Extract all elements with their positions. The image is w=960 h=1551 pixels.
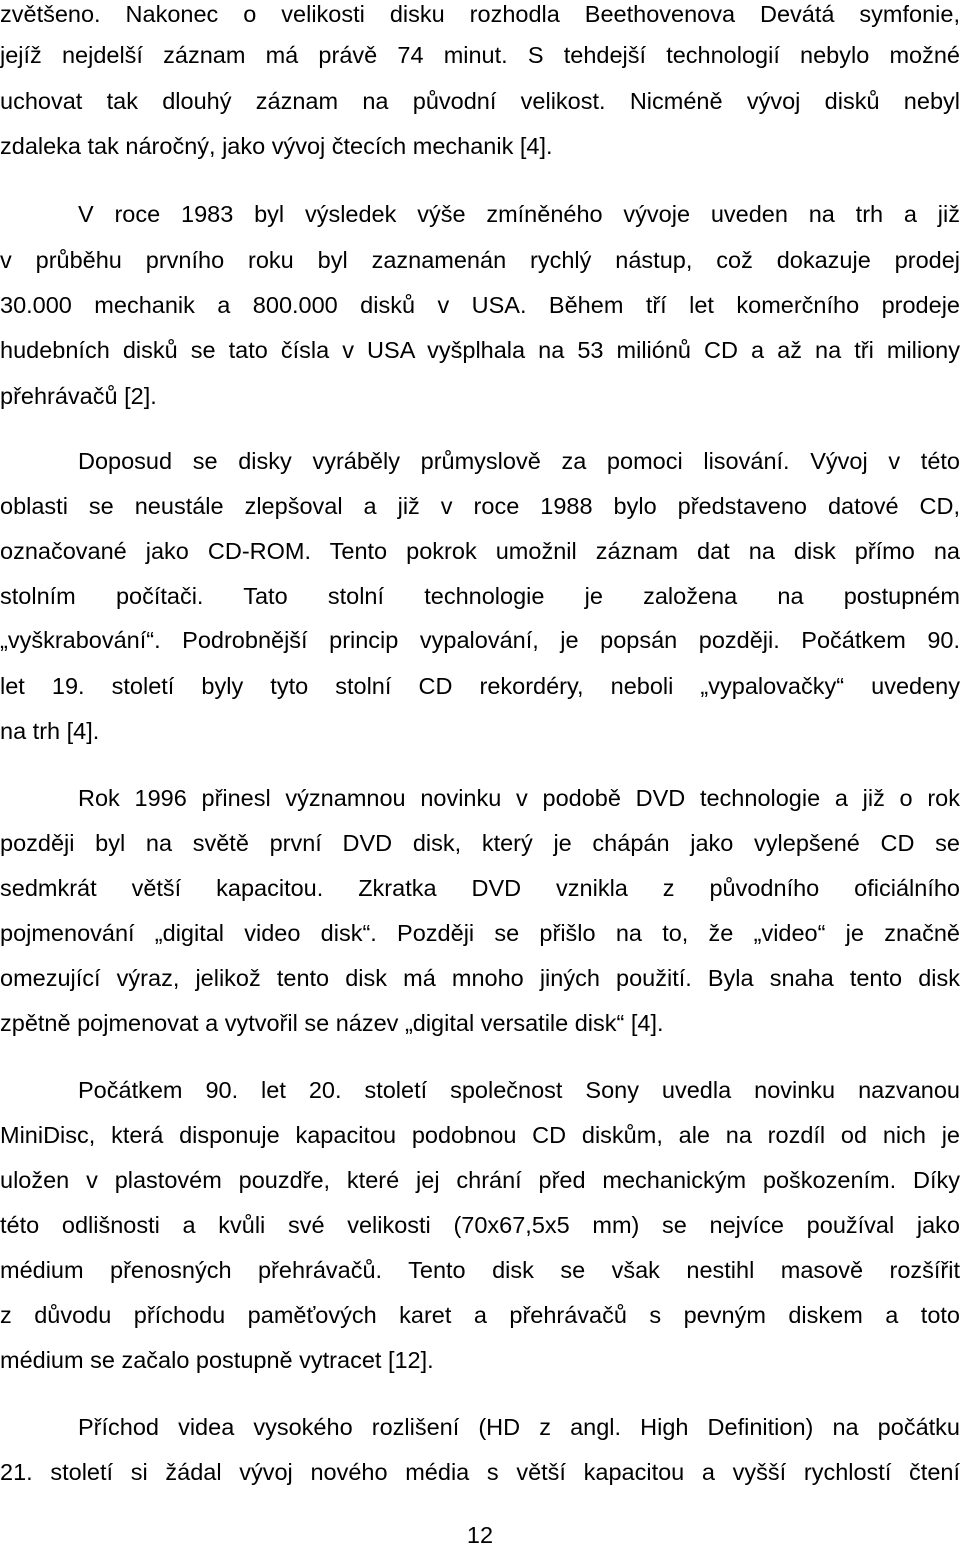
- page-number: 12: [466, 1522, 494, 1548]
- text-line: jejíž nejdelší záznam má právě 74 minut. S tehdejší technologií nebylo možné: [0, 42, 960, 68]
- text-line: uložen v plastovém pouzdře, které jej chrání před mechanickým poškozením. Díky: [0, 1167, 960, 1193]
- text-line: na trh [4].: [0, 718, 100, 744]
- text-line: v průběhu prvního roku byl zaznamenán rychlý nástup, což dokazuje prodej: [0, 247, 960, 273]
- text-line: uchovat tak dlouhý záznam na původní velikost. Nicméně vývoj disků nebyl: [0, 88, 960, 114]
- text-line: médium se začalo postupně vytracet [12].: [0, 1347, 434, 1373]
- text-line: z důvodu příchodu paměťových karet a přehrávačů s pevným diskem a toto: [0, 1302, 960, 1328]
- text-line: Doposud se disky vyráběly průmyslově za pomoci lisování. Vývoj v této: [78, 448, 960, 474]
- text-line: Příchod videa vysokého rozlišení (HD z angl. High Definition) na počátku: [78, 1414, 960, 1440]
- text-line: přehrávačů [2].: [0, 383, 157, 409]
- text-line: zpětně pojmenovat a vytvořil se název „digital versatile disk“ [4].: [0, 1010, 664, 1036]
- text-line: 30.000 mechanik a 800.000 disků v USA. Během tří let komerčního prodeje: [0, 292, 960, 318]
- text-line: let 19. století byly tyto stolní CD rekordéry, neboli „vypalovačky“ uvedeny: [0, 673, 960, 699]
- text-line: médium přenosných přehrávačů. Tento disk se však nestihl masově rozšířit: [0, 1257, 960, 1283]
- text-line: Rok 1996 přinesl významnou novinku v podobě DVD technologie a již o rok: [78, 785, 960, 811]
- text-line: zvětšeno. Nakonec o velikosti disku rozhodla Beethovenova Devátá symfonie,: [0, 1, 960, 27]
- text-line: Počátkem 90. let 20. století společnost Sony uvedla novinku nazvanou: [78, 1077, 960, 1103]
- text-line: „vyškrabování“. Podrobnější princip vypalování, je popsán později. Počátkem 90.: [0, 627, 960, 653]
- text-line: hudebních disků se tato čísla v USA vyšplhala na 53 miliónů CD a až na tři miliony: [0, 337, 960, 363]
- text-line: stolním počítači. Tato stolní technologie je založena na postupném: [0, 583, 960, 609]
- text-line: zdaleka tak náročný, jako vývoj čtecích mechanik [4].: [0, 133, 553, 159]
- text-line: označované jako CD-ROM. Tento pokrok umožnil záznam dat na disk přímo na: [0, 538, 960, 564]
- text-line: později byl na světě první DVD disk, který je chápán jako vylepšené CD se: [0, 830, 960, 856]
- text-line: V roce 1983 byl výsledek výše zmíněného vývoje uveden na trh a již: [78, 201, 960, 227]
- text-line: této odlišnosti a kvůli své velikosti (70x67,5x5 mm) se nejvíce používal jako: [0, 1212, 960, 1238]
- text-line: MiniDisc, která disponuje kapacitou podobnou CD diskům, ale na rozdíl od nich je: [0, 1122, 960, 1148]
- text-line: 21. století si žádal vývoj nového média s větší kapacitou a vyšší rychlostí čtení: [0, 1459, 960, 1485]
- text-line: sedmkrát větší kapacitou. Zkratka DVD vznikla z původního oficiálního: [0, 875, 960, 901]
- text-line: oblasti se neustále zlepšoval a již v roce 1988 bylo představeno datové CD,: [0, 493, 960, 519]
- text-line: omezující výraz, jelikož tento disk má mnoho jiných použití. Byla snaha tento disk: [0, 965, 960, 991]
- text-line: pojmenování „digital video disk“. Později se přišlo na to, že „video“ je značně: [0, 920, 960, 946]
